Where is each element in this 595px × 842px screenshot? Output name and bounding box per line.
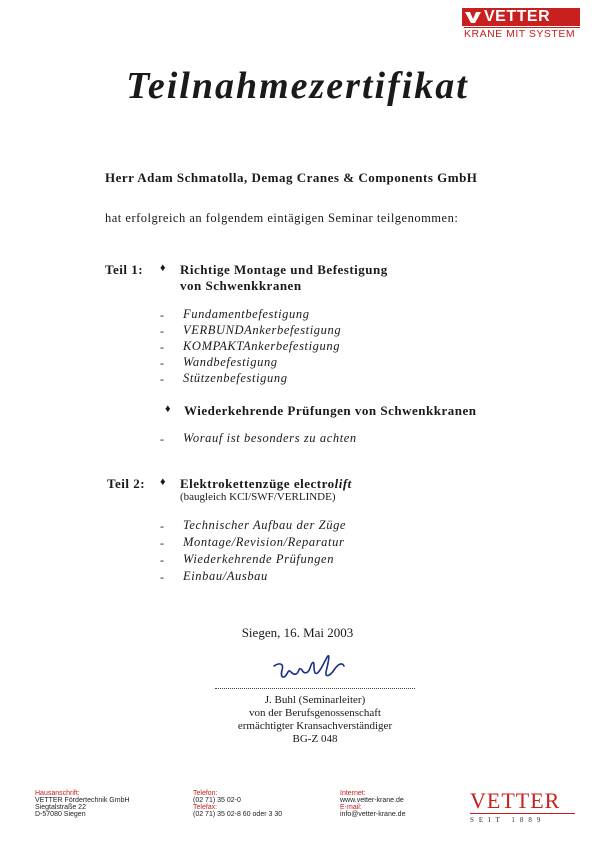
signature-line: [215, 688, 415, 689]
part2-heading-main: Elektrokettenzüge electro: [180, 476, 335, 491]
email-label: E-mail:: [340, 804, 362, 811]
list-item: Wiederkehrende Prüfungen: [183, 552, 335, 566]
email-link[interactable]: info@vetter-krane.de: [340, 811, 406, 818]
crane-mark-icon: [465, 10, 481, 24]
part2-heading: [180, 476, 352, 492]
list-dash: -: [160, 340, 164, 354]
part1-bullet-icon: ♦: [160, 262, 167, 274]
list-dash: -: [160, 308, 164, 322]
part1-heading2: Wiederkehrende Prüfungen von Schwenkkranen: [184, 403, 477, 418]
address-line: Siegtalstraße 22: [35, 804, 86, 811]
list-dash: -: [160, 570, 164, 584]
certificate-title: Teilnahmezertifikat: [126, 65, 469, 107]
list-item: Montage/Revision/Reparatur: [183, 535, 345, 549]
list-dash: -: [160, 356, 164, 370]
part1-bullet2-icon: ♦: [165, 403, 172, 415]
part1-heading-line1: Richtige Montage und Befestigung: [180, 262, 388, 277]
footer-since: SEIT 1889: [470, 816, 546, 824]
signature-image: [268, 652, 358, 688]
list-dash: -: [160, 536, 164, 550]
part2-bullet-icon: ♦: [160, 476, 167, 488]
part1-label: Teil 1:: [105, 262, 144, 277]
list-dash: -: [160, 553, 164, 567]
logo-tagline: KRANE MIT SYSTEM: [464, 27, 580, 40]
list-dash: -: [160, 372, 164, 386]
signer-line2: von der Berufsgenossenschaft: [249, 707, 381, 719]
footer-logo: VETTER: [470, 788, 561, 813]
list-item: Fundamentbefestigung: [183, 307, 310, 321]
logo-name: VETTER: [484, 8, 551, 25]
list-item: KOMPAKTAnkerbefestigung: [183, 339, 341, 353]
list-item: Stützenbefestigung: [183, 371, 288, 385]
address-line: VETTER Fördertechnik GmbH: [35, 797, 130, 804]
phone-label: Telefon:: [193, 790, 218, 797]
phone-number: (02 71) 35 02-0: [193, 797, 241, 804]
intro-text: hat erfolgreich an folgendem eintägigen Seminar teilgenommen:: [105, 211, 459, 225]
signer-line4: BG-Z 048: [292, 733, 338, 745]
part2-heading-italic: lift: [334, 476, 352, 491]
part2-subheading: (baugleich KCI/SWF/VERLINDE): [180, 491, 336, 503]
signer-line3: ermächtigter Kransachverständiger: [237, 720, 393, 732]
list-item: Einbau/Ausbau: [183, 569, 268, 583]
website-link[interactable]: www.vetter-krane.de: [340, 797, 404, 804]
place-date: Siegen, 16. Mai 2003: [241, 625, 354, 640]
address-line: D-57080 Siegen: [35, 811, 86, 818]
logo-banner: [462, 8, 580, 26]
fax-label: Telefax:: [193, 804, 218, 811]
list-item: VERBUNDAnkerbefestigung: [183, 323, 342, 337]
list-item: Worauf ist besonders zu achten: [183, 431, 357, 445]
list-dash: -: [160, 432, 164, 446]
vetter-logo: [462, 8, 580, 44]
fax-number: (02 71) 35 02-8 60 oder 3 30: [193, 811, 283, 818]
signature-block: [150, 694, 480, 746]
part1-heading-line2: von Schwenkkranen: [180, 278, 302, 293]
footer-phone: [193, 790, 282, 818]
signer-name: J. Buhl (Seminarleiter): [264, 694, 366, 706]
part2-label: Teil 2:: [107, 476, 146, 491]
list-dash: -: [160, 324, 164, 338]
address-label: Hausanschrift:: [35, 790, 80, 797]
footer-web: [340, 790, 405, 818]
list-dash: -: [160, 519, 164, 533]
footer-logo-divider: [470, 813, 575, 814]
list-item: Wandbefestigung: [183, 355, 278, 369]
footer-address: [35, 790, 130, 818]
recipient: Herr Adam Schmatolla, Demag Cranes & Components GmbH: [105, 170, 478, 185]
list-item: Technischer Aufbau der Züge: [183, 518, 347, 532]
internet-label: Internet:: [340, 790, 366, 797]
